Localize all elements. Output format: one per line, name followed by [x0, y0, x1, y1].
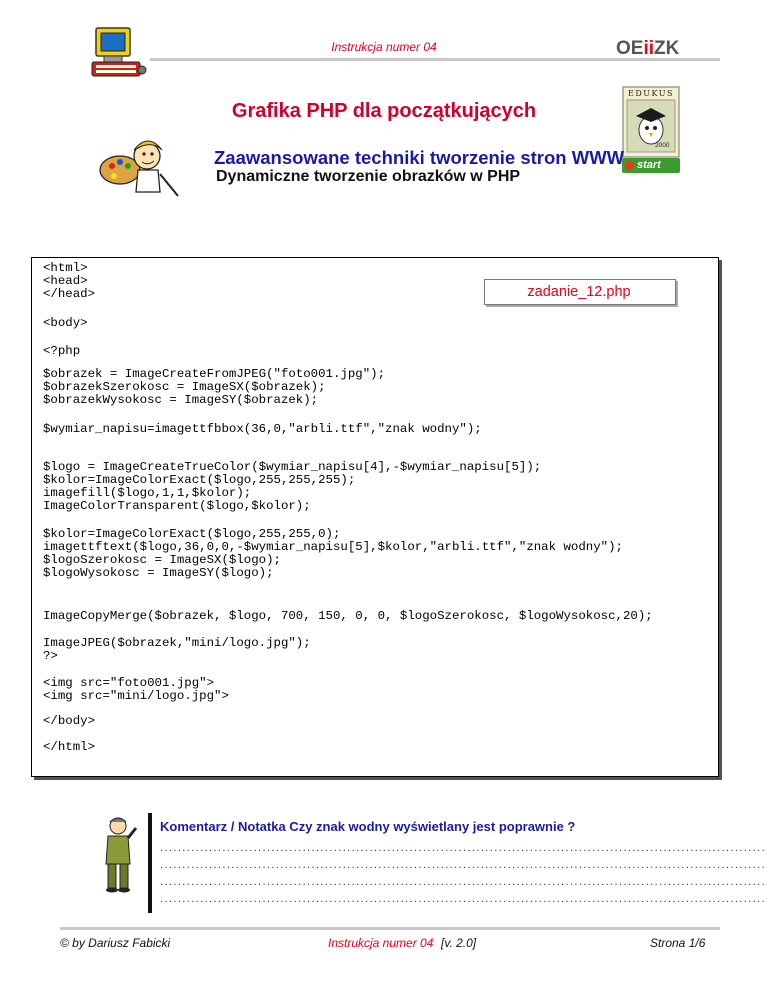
footer-version: [v. 2.0]: [441, 936, 477, 950]
logo-text-right: ZK: [654, 38, 680, 59]
header-instruction: Instrukcja numer 04: [331, 40, 437, 54]
comment-question: Komentarz / Notatka Czy znak wodny wyświetlany jest poprawnie ?: [160, 819, 576, 834]
code-line: $kolor=ImageColorExact($logo,255,255,255);: [43, 473, 356, 487]
code-line: <?php: [43, 344, 81, 358]
code-line: $logo = ImageCreateTrueColor($wymiar_napisu[4],-$wymiar_napisu[5]);: [43, 460, 542, 474]
footer-page-number: Strona 1/6: [650, 936, 706, 950]
code-line: ImageJPEG($obrazek,"mini/logo.jpg");: [43, 636, 311, 650]
code-line: </head>: [43, 287, 96, 301]
answer-line[interactable]: ........................................................................................................................................: [160, 893, 767, 905]
code-line: <html>: [43, 261, 88, 275]
logo-text-mid: ii: [643, 38, 655, 59]
code-line: <img src="foto001.jpg">: [43, 676, 215, 690]
answer-line[interactable]: ........................................................................................................................................: [160, 859, 767, 871]
badge-year: 2000: [655, 142, 670, 149]
page-title: Grafika PHP dla początkujących: [231, 100, 537, 122]
code-line: $kolor=ImageColorExact($logo,255,255,0);: [43, 527, 341, 541]
subtitle-techniques: Zaawansowane techniki tworzenie stron WWW: [214, 147, 625, 168]
code-line: </body>: [43, 714, 96, 728]
subtitle-dynamic-images: Dynamiczne tworzenie obrazków w PHP: [216, 168, 521, 185]
painter-icon: [98, 130, 184, 198]
logo-text-left: OE: [616, 38, 644, 59]
filename-label: zadanie_12.php: [527, 284, 631, 300]
code-line: ImageColorTransparent($logo,$kolor);: [43, 499, 311, 513]
code-line: ImageCopyMerge($obrazek, $logo, 700, 150, 0, 0, $logoSzerokosc, $logoWysokosc,20);: [43, 609, 653, 623]
code-line: imagefill($logo,1,1,$kolor);: [43, 486, 252, 500]
code-line: <img src="mini/logo.jpg">: [43, 689, 229, 703]
footer-instruction: Instrukcja numer 04: [328, 936, 434, 950]
start-button[interactable]: start: [637, 159, 661, 171]
code-line: $obrazekWysokosc = ImageSY($obrazek);: [43, 393, 319, 407]
code-line: $logoSzerokosc = ImageSX($logo);: [43, 553, 281, 567]
footer-author: © by Dariusz Fabicki: [60, 936, 171, 950]
code-line: $wymiar_napisu=imagettfbbox(36,0,"arbli.ttf","znak wodny");: [43, 422, 482, 436]
code-line: $obrazek = ImageCreateFromJPEG("foto001.jpg");: [43, 367, 386, 381]
code-line: $logoWysokosc = ImageSY($logo);: [43, 566, 274, 580]
footer-divider: [60, 927, 720, 930]
code-line: imagettftext($logo,36,0,0,-$wymiar_napisu[5],$kolor,"arbli.ttf","znak wodny");: [43, 540, 623, 554]
comment-divider: [148, 813, 152, 913]
code-line: <body>: [43, 316, 88, 330]
okiz-logo: [616, 38, 679, 60]
teacher-icon: [96, 814, 140, 894]
answer-line[interactable]: ........................................................................................................................................: [160, 876, 767, 888]
code-line: <head>: [43, 274, 88, 288]
code-line: $obrazekSzerokosc = ImageSX($obrazek);: [43, 380, 326, 394]
answer-line[interactable]: ........................................................................................................................................: [160, 842, 767, 854]
code-line: </html>: [43, 740, 96, 754]
badge-top-text: EDUKUS: [628, 89, 674, 98]
code-line: ?>: [43, 649, 58, 663]
